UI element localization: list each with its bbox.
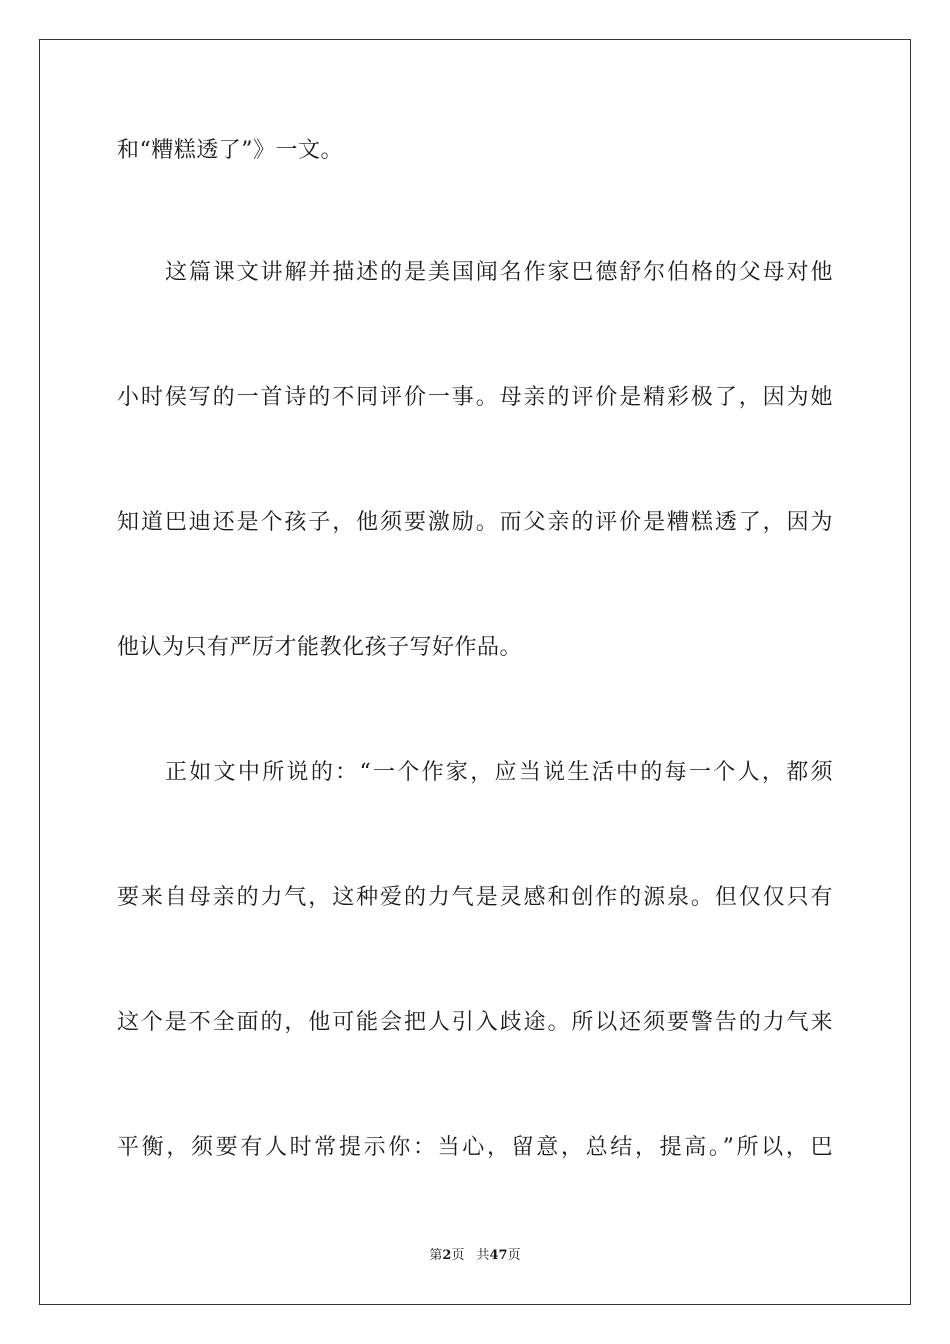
text-line-2: 这篇课文讲解并描述的是美国闻名作家巴德舒尔伯格的父母对他 (165, 260, 833, 285)
text-line-6: 正如文中所说的：“一个作家，应当说生活中的每一个人，都须 (165, 760, 833, 785)
total-suffix: 页 (507, 1248, 521, 1263)
total-pages: 47 (489, 1248, 508, 1263)
text-line-7: 要来自母亲的力气，这种爱的力气是灵感和创作的源泉。但仅仅只有 (117, 885, 833, 910)
page-number: 2 (442, 1248, 452, 1263)
page-prefix: 第 (429, 1248, 443, 1263)
text-line-5: 他认为只有严厉才能教化孩子写好作品。 (117, 635, 523, 660)
page-suffix: 页 (451, 1248, 465, 1263)
text-line-9: 平衡，须要有人时常提示你：当心，留意，总结，提高。”所以，巴 (117, 1135, 833, 1160)
text-line-4: 知道巴迪还是个孩子，他须要激励。而父亲的评价是糟糕透了，因为 (117, 510, 833, 535)
text-line-8: 这个是不全面的，他可能会把人引入歧途。所以还须要警告的力气来 (117, 1010, 833, 1035)
page-footer (0, 1247, 950, 1265)
page-border (39, 39, 911, 1305)
total-prefix: 共 (476, 1248, 490, 1263)
text-line-1: 和“糟糕透了”》一文。 (117, 138, 343, 163)
text-line-3: 小时侯写的一首诗的不同评价一事。母亲的评价是精彩极了，因为她 (117, 385, 833, 410)
